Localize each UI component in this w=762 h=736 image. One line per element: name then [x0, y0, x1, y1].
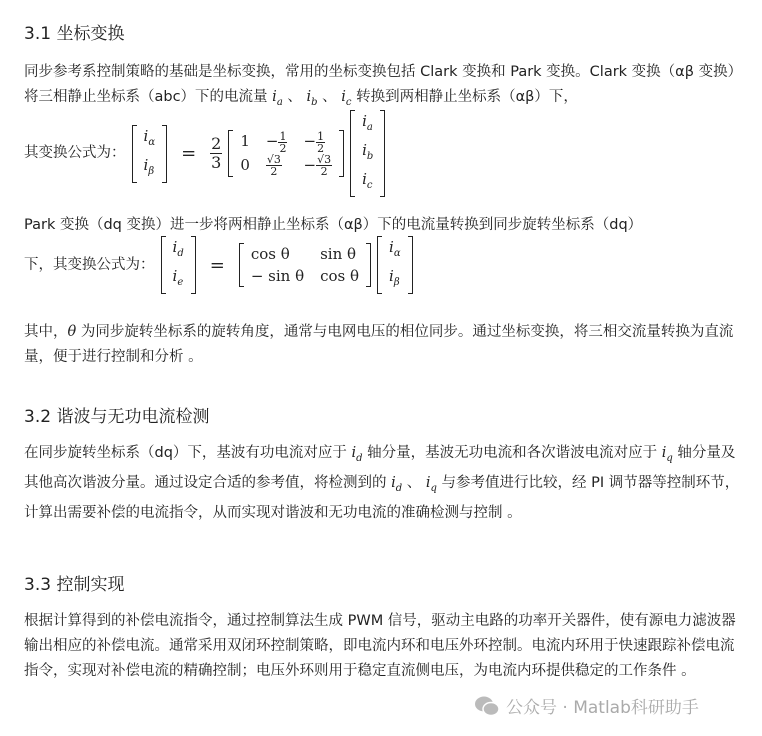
formula-label: 下，其变换公式为： [24, 256, 155, 273]
math-ia: $i_a$ [272, 89, 283, 108]
math-ib: $i_b$ [306, 89, 318, 108]
section-heading: 3.1 坐标变换 [24, 24, 125, 44]
clark-matrix: 1 − $\frac{1}{2}$ − $\frac{1}{2}$ 0 $\frac{√3}{2}$ − $\frac{√3}{2}$ [228, 130, 344, 177]
paragraph-control: 根据计算得到的补偿电流指令，通过控制算法生成 PWM 信号，驱动主电路的功率开关器件，使有源电力滤波器输出相应的补偿电流。通常采用双闭环控制策略，即电流内环和电压外环控制。电流内环用于快速跟踪补偿电流指令，实现对补偿电流的精确控制；电压外环则用于稳定直流侧电压，为电流内环提供稳定的工作条件 。 [24, 613, 736, 679]
clark-formula: 其变换公式为： $i_\alpha$ $i_\beta$ = $\frac{2}{3}$ 1 − $\frac{1}{2}$ − $\frac{1}{2}$ 0 $\frac{√3}{2}$ − $\frac{√3}{2}$ $i_a$ $i_b$ $i_c$ [24, 110, 744, 197]
math-ic: $i_c$ [341, 89, 352, 108]
paragraph-theta: 其中，θ 为同步旋转坐标系的旋转角度，通常与电网电压的相位同步。通过坐标变换，将三相交流量转换为直流量，便于进行控制和分析 。 [24, 324, 734, 365]
formula-label: 其变换公式为： [24, 145, 126, 161]
watermark: 公众号 · Matlab科研助手 [474, 693, 699, 718]
paragraph-park: Park 变换（dq 变换）进一步将两相静止坐标系（αβ）下的电流量转换到同步旋转坐标系（dq） [24, 217, 643, 233]
rhs-vector: $i_a$ $i_b$ $i_c$ [350, 110, 385, 197]
rhs-vector: $i_\alpha$ $i_\beta$ [377, 236, 413, 294]
wechat-icon [474, 695, 500, 717]
paragraph-clark: 同步参考系控制策略的基础是坐标变换，常用的坐标变换包括 Clark 变换和 Park 变换。Clark 变换（αβ 变换）将三相静止坐标系（abc）下的电流量 $i_a$ 、 $i_b$ 、 $i_c$ 转换到两相静止坐标系（αβ）下， [24, 64, 743, 108]
text: 同步参考系控制策略的基础是坐标变换，常用的坐标变换包括 Clark 变换和 Park 变换。Clark 变换（αβ 变换）将三相静止坐标系（abc）下的电流量 [24, 64, 743, 105]
paragraph-harmonic: 在同步旋转坐标系（dq）下，基波有功电流对应于 $i_d$ 轴分量，基波无功电流和各次谐波电流对应于 $i_q$ 轴分量及其他高次谐波分量。通过设定合适的参考值，将检测到的 $i_d$ 、 $i_q$ 与参考值进行比较，经 PI 调节器等控制环节，计算出需要补偿的电流指令，从而实现对谐波和无功电流的准确检测与控制 。 [24, 445, 740, 521]
lhs-vector: $i_d$ $i_e$ [161, 236, 196, 294]
park-formula: 下，其变换公式为： $i_d$ $i_e$ = cos θ sin θ − sin θ cos θ $i_\alpha$ $i_\beta$ [24, 236, 744, 294]
park-matrix: cos θ sin θ − sin θ cos θ [239, 243, 371, 287]
lhs-vector: $i_\alpha$ $i_\beta$ [132, 125, 168, 183]
coefficient: $\frac{2}{3}$ [211, 134, 222, 172]
section-heading: 3.3 控制实现 [24, 575, 125, 595]
section-heading: 3.2 谐波与无功电流检测 [24, 407, 210, 427]
